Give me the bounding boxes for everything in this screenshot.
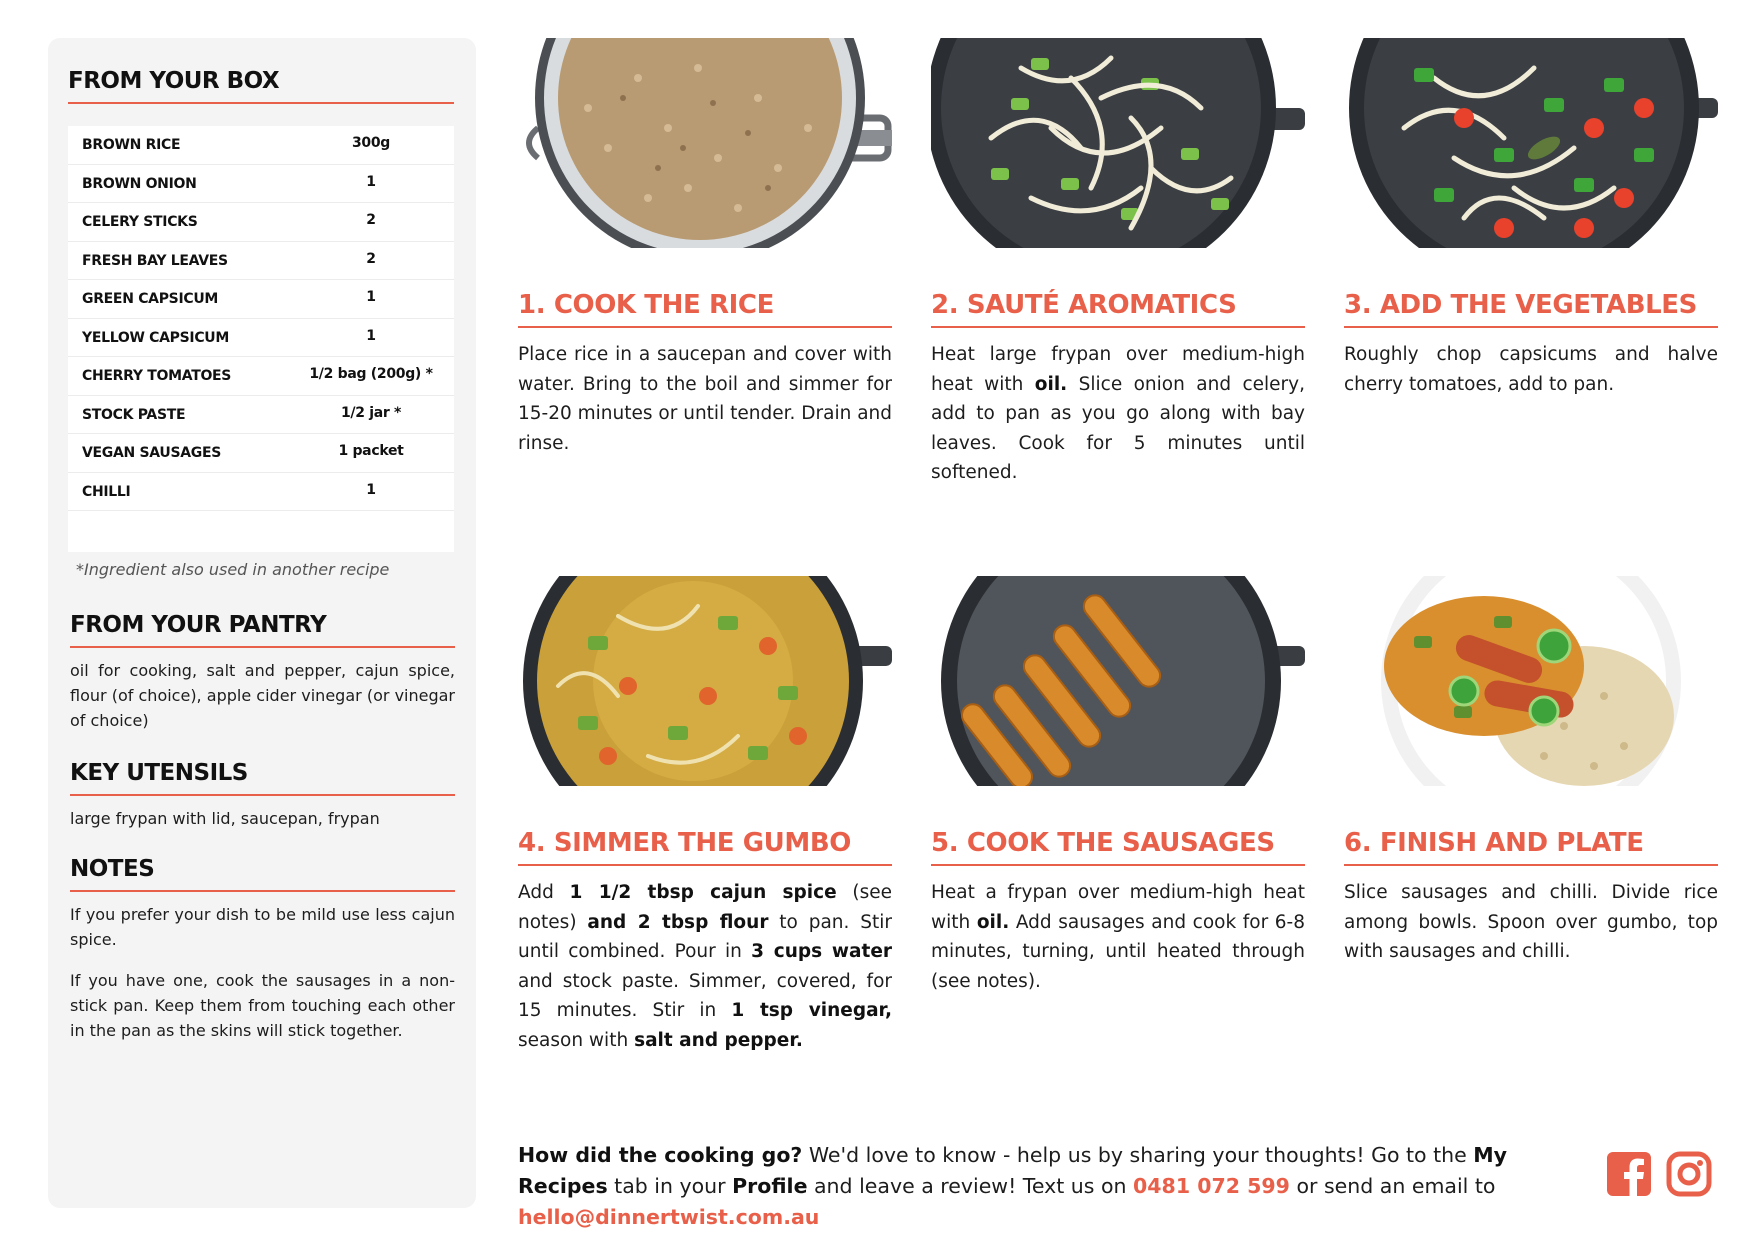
utensils-text: large frypan with lid, saucepan, frypan [70, 809, 380, 828]
step-5-title: 5. COOK THE SAUSAGES [931, 828, 1305, 866]
sausages-pan-image [931, 576, 1305, 786]
ingredient-name: YELLOW CAPSICUM [82, 329, 229, 346]
pantry-text: oil for cooking, salt and pepper, cajun spice, flour (of choice), apple cider vinegar (or vinegar of choice) [70, 661, 455, 730]
text-run: Roughly chop capsicums and halve cherry tomatoes, add to pan. [1344, 344, 1718, 395]
ingredient-qty: 1 [366, 327, 376, 344]
table-row [68, 473, 454, 512]
step-3-text [1344, 340, 1718, 399]
text-run: Add sausages and cook for 6-8 minutes, turning, until heated through (see notes). [931, 911, 1305, 992]
ingredient-name: BROWN ONION [82, 175, 197, 192]
text-run: or send an email to [1289, 1174, 1496, 1198]
bold-text-run: and 2 tbsp flour [587, 911, 769, 933]
ingredient-qty: 300g [351, 135, 391, 151]
facebook-icon[interactable] [1606, 1151, 1652, 1197]
instagram-icon[interactable] [1666, 1151, 1712, 1197]
table-row [68, 357, 454, 396]
table-row [68, 319, 454, 358]
ingredient-name: VEGAN SAUSAGES [82, 445, 222, 461]
text-run: to pan. Stir until combined. Pour in [518, 911, 892, 962]
text-run: and stock paste. Simmer, covered, for 15 minutes. Stir in [518, 970, 892, 1021]
step-4-title: 4. SIMMER THE GUMBO [518, 828, 892, 866]
vegetables-pan-image [1344, 38, 1718, 248]
text-run: Slice sausages and chilli. Divide rice among bowls. Spoon over gumbo, top with sausages and chilli. [1344, 882, 1718, 962]
ingredient-name: CELERY STICKS [82, 214, 198, 230]
onion-celery-pan-image [931, 38, 1305, 248]
step-4-text [518, 878, 892, 1055]
text-run: tab in your [607, 1174, 733, 1198]
bold-text-run: salt and pepper. [634, 1029, 803, 1051]
ingredient-name: GREEN CAPSICUM [82, 291, 219, 307]
text-run: Heat a frypan over medium-high heat with [931, 882, 1305, 933]
utensils-title: KEY UTENSILS [70, 760, 455, 796]
ingredient-name: STOCK PASTE [82, 406, 186, 423]
text-run: Add [518, 882, 570, 903]
ingredients-panel [48, 38, 476, 1208]
step-5-text [931, 878, 1305, 996]
text-run: season with [518, 1029, 635, 1051]
pantry-title: FROM YOUR PANTRY [70, 612, 455, 648]
ingredient-name: CHILLI [82, 483, 131, 500]
table-row [68, 165, 454, 204]
bold-text-run: 1 tsp vinegar, [731, 1000, 892, 1021]
plated-dish-image [1344, 576, 1718, 786]
bold-text-run: oil. [1034, 373, 1068, 395]
ingredient-qty: 1 [366, 173, 376, 190]
text-run: Place rice in a saucepan and cover with water. Bring to the boil and simmer for 15-20 minutes or until tender. Drain and rinse. [518, 344, 892, 454]
ingredients-table [68, 126, 454, 552]
step-1-text [518, 340, 892, 458]
text-run: and leave a review! Text us on [807, 1174, 1134, 1198]
step-6-title: 6. FINISH AND PLATE [1344, 828, 1718, 866]
table-row [68, 280, 454, 319]
text-run: Heat large frypan over medium-high heat with [931, 344, 1305, 395]
table-row [68, 396, 454, 435]
table-row [68, 203, 454, 242]
bold-text-run: My Recipes [518, 1143, 1508, 1198]
email-link[interactable]: hello@dinnertwist.com.au [518, 1205, 820, 1229]
bold-text-run: Profile [732, 1174, 808, 1198]
note-1: If you prefer your dish to be mild use less cajun spice. [70, 905, 455, 949]
ingredient-name: BROWN RICE [82, 137, 181, 153]
ingredient-name: FRESH BAY LEAVES [82, 252, 228, 269]
ingredient-qty: 1 packet [338, 443, 404, 459]
text-run: We'd love to know - help us by sharing your thoughts! Go to the [802, 1143, 1474, 1167]
ingredient-qty: 2 [366, 250, 376, 267]
step-2-title: 2. SAUTÉ AROMATICS [931, 290, 1305, 328]
ingredient-name: CHERRY TOMATOES [82, 368, 232, 384]
text-run: (see notes) [518, 882, 892, 933]
bold-text-run: 1 1/2 tbsp cajun spice [569, 882, 837, 903]
step-1-title: 1. COOK THE RICE [518, 290, 892, 328]
ingredient-qty: 1/2 bag (200g) * [309, 366, 433, 382]
bold-text-run: 3 cups water [751, 941, 892, 962]
step-2-text [931, 340, 1305, 488]
ingredient-qty: 2 [366, 212, 376, 228]
footnote: *Ingredient also used in another recipe [76, 560, 390, 579]
table-row [68, 126, 454, 165]
note-2: If you have one, cook the sausages in a non-stick pan. Keep them from touching each other in the pan as the skins will stick together. [70, 971, 455, 1040]
step-6-text [1344, 878, 1718, 967]
bold-text-run: oil. [976, 911, 1010, 933]
feedback-message [518, 1140, 1578, 1233]
text-run: Slice onion and celery, add to pan as you go along with bay leaves. Cook for 5 minutes until softened. [931, 373, 1305, 483]
bold-text-run: How did the cooking go? [518, 1143, 803, 1167]
step-3-title: 3. ADD THE VEGETABLES [1344, 290, 1718, 328]
box-title: FROM YOUR BOX [68, 68, 454, 104]
notes-title: NOTES [70, 856, 455, 892]
ingredient-qty: 1 [366, 289, 376, 305]
table-row [68, 242, 454, 281]
ingredient-qty: 1 [366, 481, 376, 498]
gumbo-pan-image [518, 576, 892, 786]
ingredient-qty: 1/2 jar * [340, 404, 402, 421]
table-row [68, 434, 454, 473]
rice-in-colander-image [518, 38, 892, 248]
phone-link[interactable]: 0481 072 599 [1133, 1174, 1290, 1198]
